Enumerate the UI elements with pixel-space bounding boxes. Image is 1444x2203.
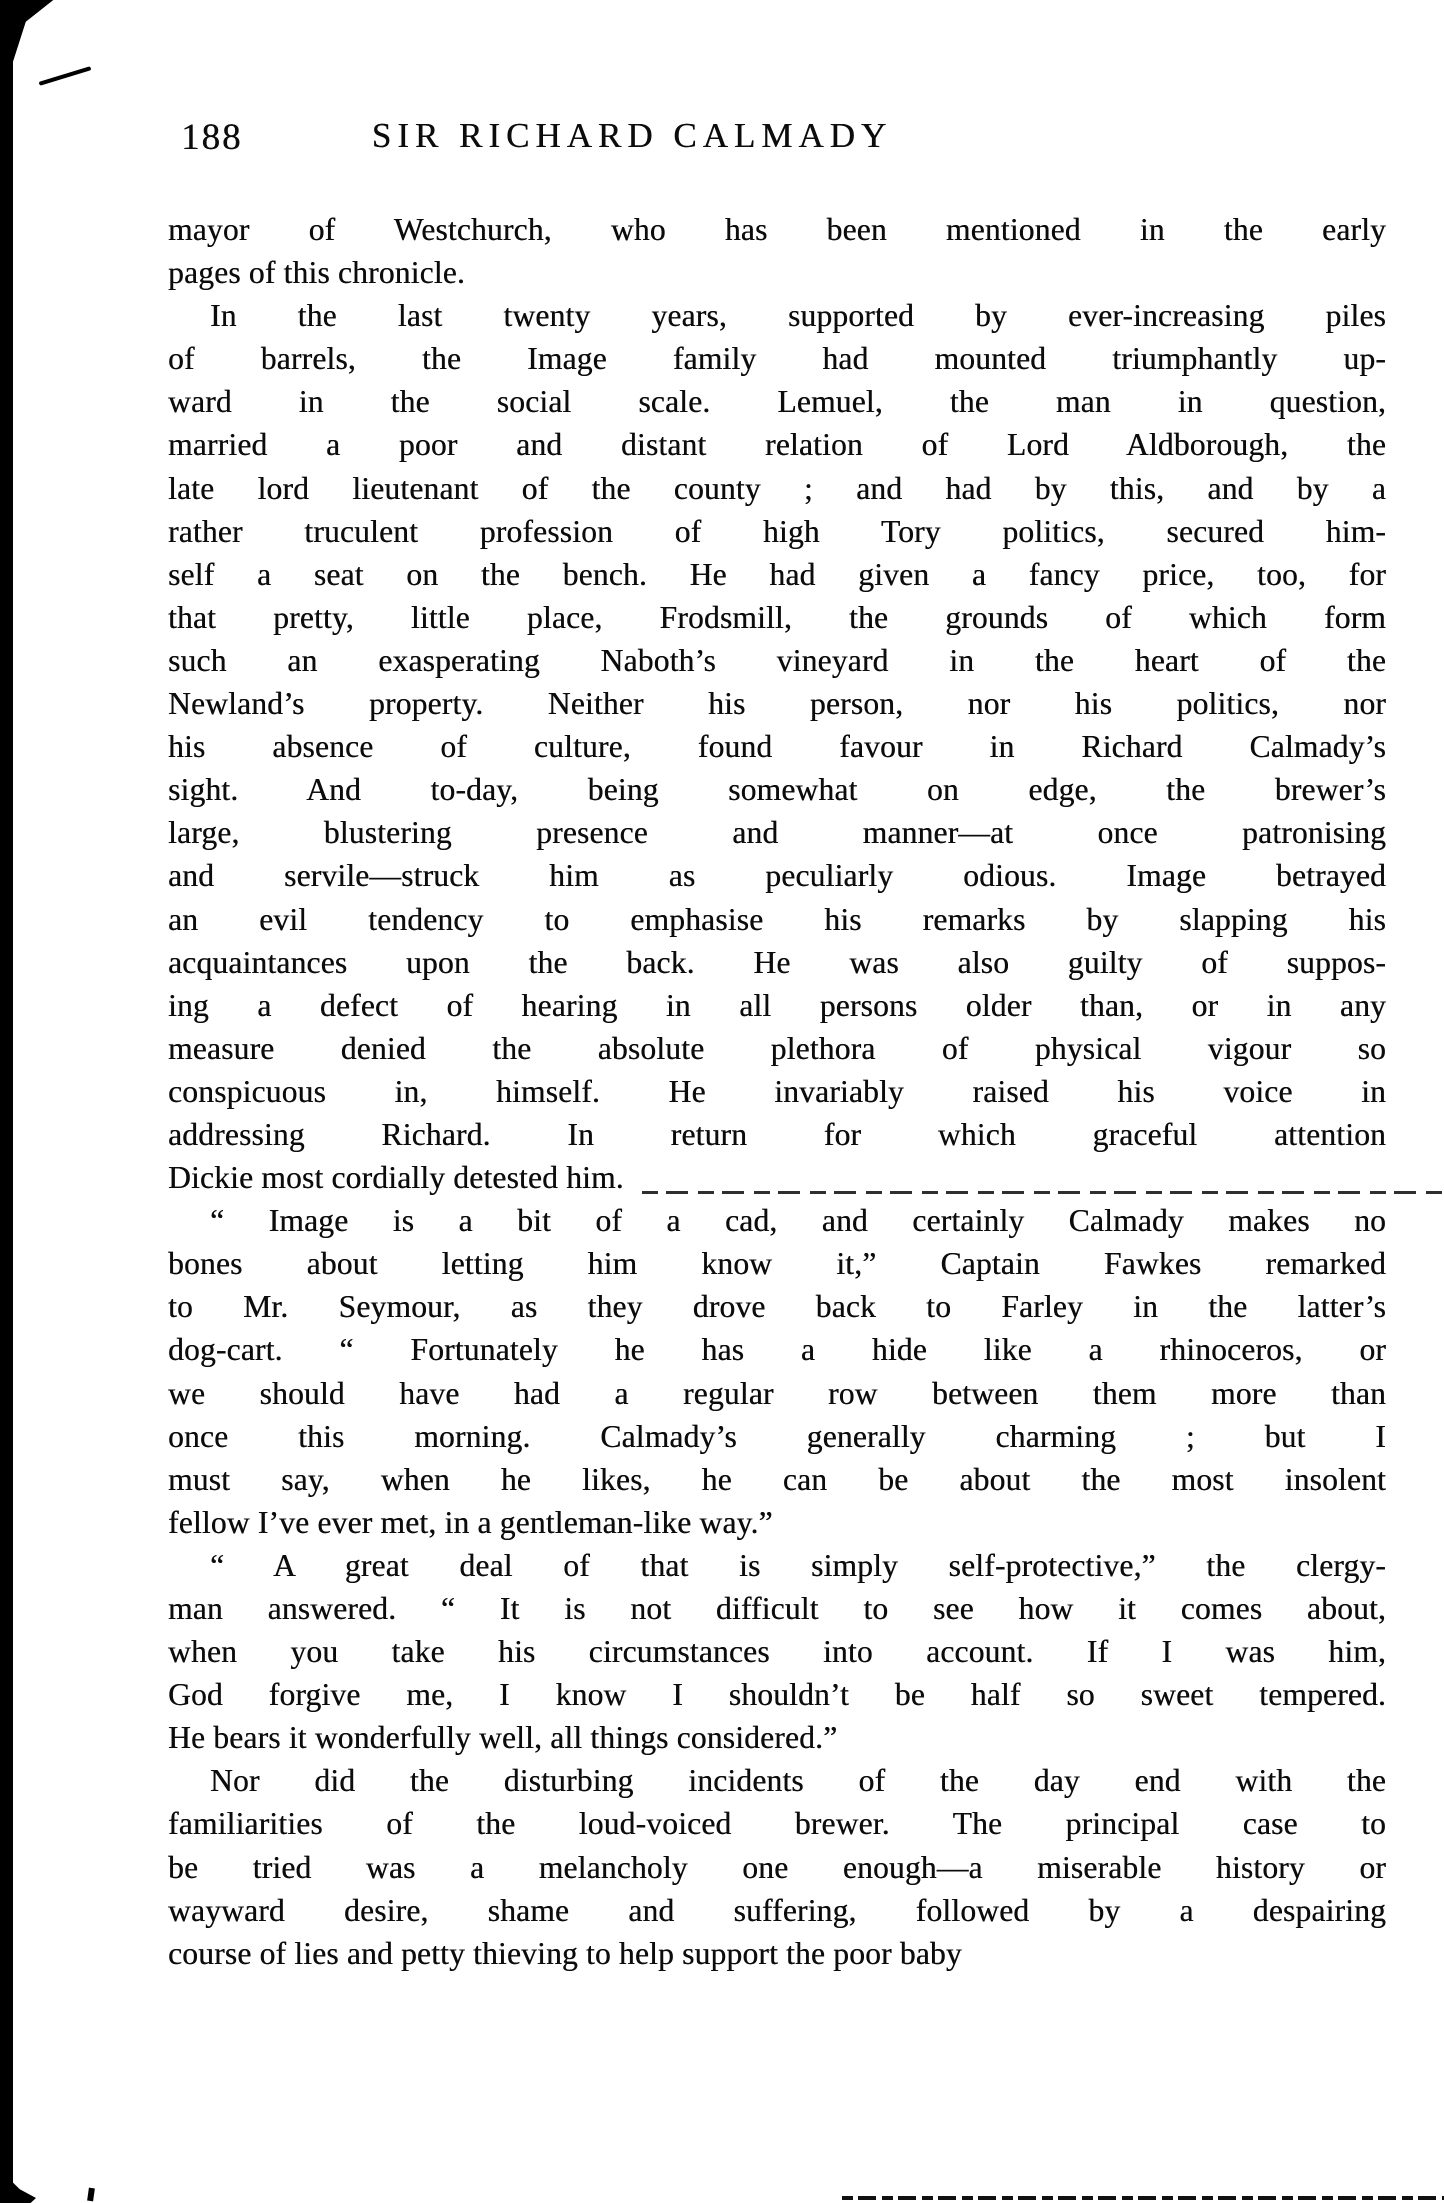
text-line: wayward desire, shame and suffering, followed by a despairing (168, 1892, 1386, 1928)
text-line: ward in the social scale. Lemuel, the man in question, (168, 384, 1386, 420)
text-line: He bears it wonderfully well, all things considered.” (168, 1720, 838, 1756)
text-line: Nor did the disturbing incidents of the day end with the (210, 1763, 1386, 1799)
text-line: “ Image is a bit of a cad, and certainly Calmady makes no (210, 1203, 1386, 1239)
text-line: large, blustering presence and manner—at once patronising (168, 815, 1386, 851)
bottom-dashed-artifact (842, 2196, 1444, 2200)
text-line: “ A great deal of that is simply self-protective,” the clergy- (210, 1547, 1386, 1583)
page-title: SIR RICHARD CALMADY (371, 116, 893, 155)
page-number: 188 (181, 117, 243, 158)
text-line: measure denied the absolute plethora of physical vigour so (168, 1030, 1386, 1066)
text-line: conspicuous in, himself. He invariably raised his voice in (168, 1073, 1386, 1109)
text-line: bones about letting him know it,” Captain Fawkes remarked (168, 1246, 1386, 1282)
text-line: man answered. “ It is not difficult to see how it comes about, (168, 1591, 1386, 1626)
left-edge-scan-bar (0, 0, 13, 2203)
text-line: late lord lieutenant of the county ; and had by this, and by a (168, 470, 1386, 506)
text-line: married a poor and distant relation of Lord Aldborough, the (168, 427, 1386, 463)
text-line: of barrels, the Image family had mounted triumphantly up- (168, 341, 1386, 377)
text-line: dog-cart. “ Fortunately he has a hide like a rhinoceros, or (168, 1332, 1386, 1368)
text-line: Newland’s property. Neither his person, nor his politics, nor (168, 686, 1386, 722)
text-line: addressing Richard. In return for which graceful attention (168, 1116, 1386, 1152)
text-line: Dickie most cordially detested him. (168, 1160, 624, 1196)
text-line: course of lies and petty thieving to help support the poor baby (168, 1935, 962, 1971)
text-line: and servile—struck him as peculiarly odious. Image betrayed (168, 858, 1386, 894)
text-line: must say, when he likes, he can be about the most insolent (168, 1461, 1386, 1497)
top-left-scratch-mark (39, 66, 92, 86)
bottom-left-ink-blob (0, 2178, 36, 2203)
text-line: when you take his circumstances into account. If I was him, (168, 1634, 1386, 1670)
text-line: ing a defect of hearing in all persons older than, or in any (168, 987, 1386, 1023)
body-lines (168, 212, 1386, 1979)
text-line: an evil tendency to emphasise his remarks by slapping his (168, 901, 1386, 937)
text-line: sight. And to-day, being somewhat on edge, the brewer’s (168, 772, 1386, 808)
bottom-ink-speck (87, 2188, 95, 2202)
text-line: mayor of Westchurch, who has been mentioned in the early (168, 212, 1386, 247)
text-line: acquaintances upon the back. He was also guilty of suppos- (168, 944, 1386, 980)
text-line: In the last twenty years, supported by ever-increasing piles (210, 298, 1386, 334)
text-line: pages of this chronicle. (168, 255, 465, 291)
text-line: his absence of culture, found favour in Richard Calmady’s (168, 729, 1386, 765)
text-line: self a seat on the bench. He had given a fancy price, too, for (168, 556, 1386, 592)
text-line: to Mr. Seymour, as they drove back to Farley in the latter’s (168, 1289, 1386, 1325)
text-line: such an exasperating Naboth’s vineyard in the heart of the (168, 642, 1386, 678)
text-line: God forgive me, I know I shouldn’t be half so sweet tempered. (168, 1677, 1386, 1713)
top-left-corner-mark (0, 0, 86, 62)
text-line: be tried was a melancholy one enough—a miserable history or (168, 1849, 1386, 1885)
mid-page-dashed-artifact (642, 1191, 1444, 1194)
running-head (0, 116, 1444, 166)
text-line: that pretty, little place, Frodsmill, the grounds of which form (168, 599, 1386, 635)
text-line: we should have had a regular row between them more than (168, 1375, 1386, 1411)
text-line: familiarities of the loud-voiced brewer. The principal case to (168, 1806, 1386, 1842)
text-line: fellow I’ve ever met, in a gentleman-like way.” (168, 1504, 773, 1540)
text-line: rather truculent profession of high Tory politics, secured him- (168, 513, 1386, 549)
text-line: once this morning. Calmady’s generally charming ; but I (168, 1418, 1386, 1454)
